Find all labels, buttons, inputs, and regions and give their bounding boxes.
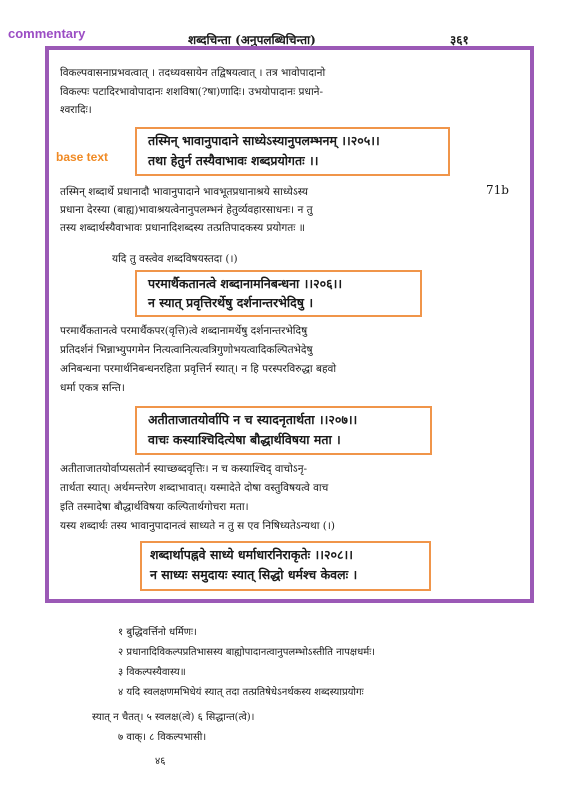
text-line: धर्मा एकत्र सन्ति। [60,382,125,394]
text-line: इति तस्मादेषा बौद्धार्थविषया कल्पितार्थगोचरा मता। [60,501,249,513]
verse-line: परमार्थैकतानत्वे शब्दानामनिबन्धना ।।२०६।। [148,276,343,291]
footnote: ४ यदि स्वलक्षणमभिधेयं स्यात् तदा तत्प्रतिषेधेऽनर्थकस्य शब्दस्याप्रयोगः [118,687,364,698]
verse-line: तस्मिन् भावानुपादाने साध्येऽस्यानुपलम्भनम् ।।२०५।। [148,133,380,148]
text-line: तस्य शब्दार्थस्यैवाभावः प्रधानादिशब्दस्य तत्प्रतिपादकस्य प्रयोगतः ॥ [60,222,305,234]
footnote: स्यात् न चैतत्। ५ स्वलक्ष(त्वे) ६ सिद्धान्त(त्वे)। [92,712,255,723]
verse-line: शब्दार्थापह्नवे साध्ये धर्माधारनिराकृतेः ।।२०८।। [150,547,353,562]
base-text-label: base text [56,150,109,164]
text-line: विकल्पवासनाप्रभवत्वात् । तदध्यवसायेन तद्विषयत्वात् । तत्र भावोपादानो [60,67,326,79]
text-line: यदि तु वस्त्वेव शब्दविषयस्तदा (।) [112,253,238,265]
verse-line: तथा हेतुर्न तस्यैवाभावः शब्दप्रयोगतः ।। [148,153,319,168]
text-line: यस्य शब्दार्थः तस्य भावानुपादानत्वं साध्यते न तु स एव निषिध्यतेऽन्यथा (।) [60,520,335,532]
text-line: विकल्पः पटादिरभावोपादानः शशविषा(?षा)णादिः। उभयोपादानः प्रधाने- [60,86,324,98]
commentary-label: commentary [8,26,86,41]
running-title: शब्दचिन्ता (अनुपलब्धिचिन्ता) [188,33,316,47]
text-line: अतीताजातयोर्वाप्यसतोर्न स्याच्छब्दवृत्तिः। न च कस्याश्चिद् वाचोऽनृ- [60,463,308,475]
commentary-paragraph-4 [60,324,336,395]
commentary-paragraph-5 [60,462,335,533]
margin-note: 71b [486,183,509,197]
footer-page-number: ४६ [155,756,166,767]
footnote: १ बुद्धिवर्त्तिनो धर्मिणः। [118,627,197,638]
commentary-paragraph-3 [112,252,238,266]
verse-207 [148,412,357,448]
footnotes [118,626,375,700]
footnote: २ प्रधानादिविकल्पप्रतिभासस्य बाह्योपादानत्वानुपलम्भोऽस्तीति नापक्षधर्मः। [118,647,376,658]
text-line: तार्थता स्यात्। अर्थमन्तरेण शब्दाभावात्। यस्मादेते दोषा वस्तुविषयत्वे वाच [60,482,329,494]
text-line: श्वरादिः। [60,104,92,116]
footnote: ७ वाक्। ८ विकल्पभासी। [118,732,207,743]
text-line: प्रतिदर्शनं भिन्नाभ्युपगमेन नित्यत्वानित्यत्वत्रिगुणोभयत्वादिकल्पितभेदेषु [60,344,313,356]
footnote: ३ विकल्पस्यैवास्य॥ [118,667,186,678]
commentary-paragraph-1 [60,66,325,117]
verse-line: न स्यात् प्रवृत्तिरर्थेषु दर्शनान्तरभेदिषु । [148,295,314,310]
verse-205 [148,133,380,169]
verse-206 [148,276,342,311]
page-number: ३६१ [450,33,469,47]
verse-line: अतीताजातयोर्वापि न च स्यादनृतार्थता ।।२०७।। [148,412,358,427]
verse-line: न साध्यः समुदायः स्यात् सिद्धो धर्मश्च केवलः । [150,567,358,582]
text-line: तस्मिन् शब्दार्थे प्रधानादौ भावानुपादाने भावभूतप्रधानाश्रये साध्येऽस्य [60,186,308,198]
text-line: प्रधाना देरस्या (बाह्य)भावाश्रयत्वेनानुपलम्भनं हेतुर्व्यवहारसाधनः। न तु [60,204,313,216]
text-line: अनिबन्धना परमार्थनिबन्धनरहिता प्रवृत्तिर्न स्यात्। न हि परस्परविरुद्धा बहवो [60,363,337,375]
verse-line: वाचः कस्याश्चिदित्येषा बौद्धार्थविषया मता । [148,432,341,447]
commentary-paragraph-2 [60,185,313,235]
text-line: परमार्थैकतानत्वे परमार्थैकपर(वृत्ति)त्वे शब्दानामर्थेषु दर्शनान्तरभेदिषु [60,325,308,337]
verse-208 [150,547,357,583]
